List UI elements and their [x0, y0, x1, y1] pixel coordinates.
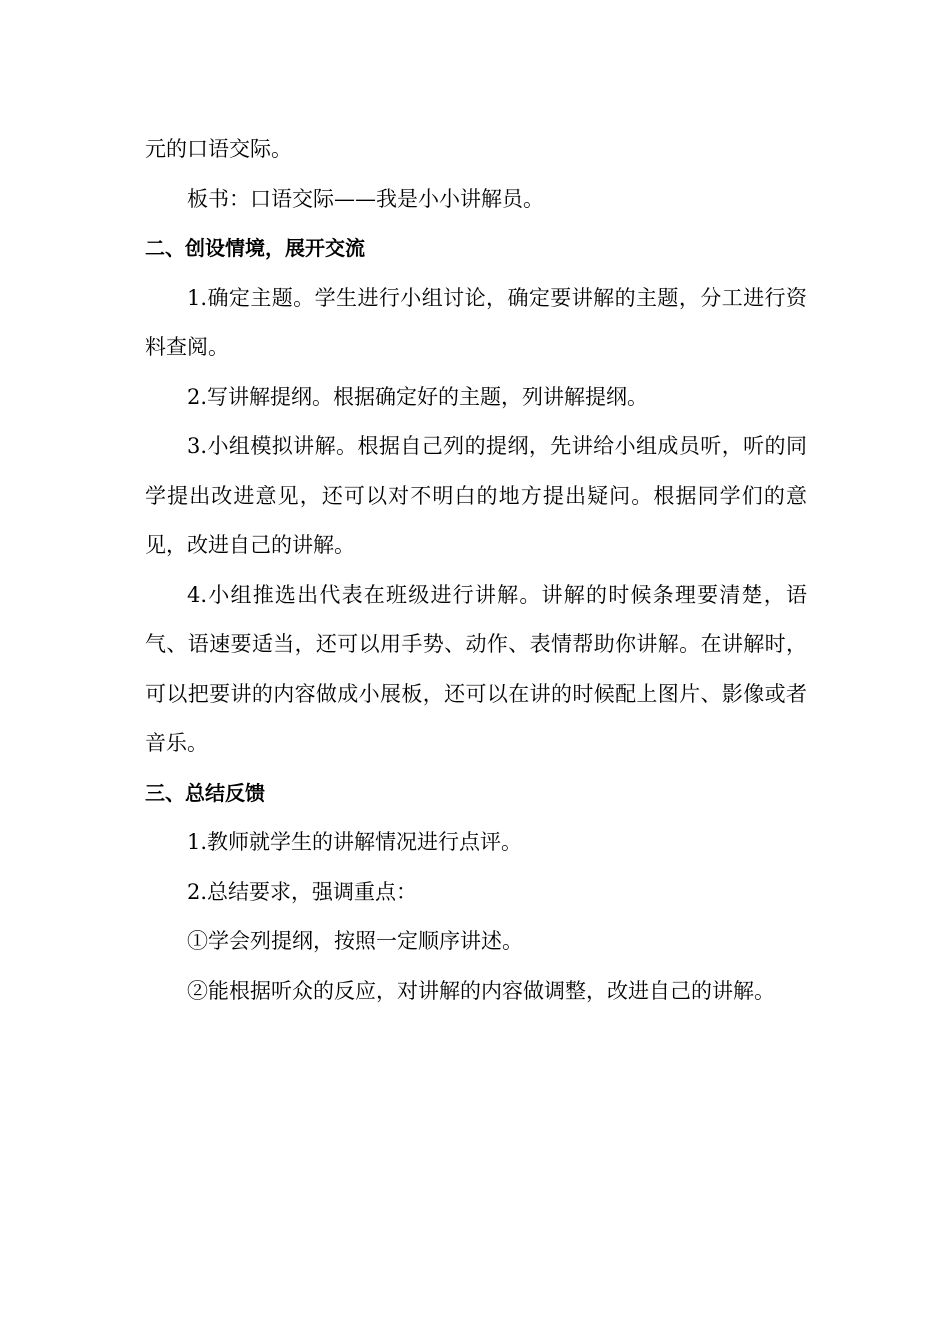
- paragraph-3-2: 2.总结要求，强调重点：: [187, 879, 418, 904]
- paragraph-2-2: 2.写讲解提纲。根据确定好的主题，列讲解提纲。: [187, 384, 649, 409]
- paragraph-3-2-a: ①学会列提纲，按照一定顺序讲述。: [187, 929, 523, 953]
- paragraph-board-writing: 板书：口语交际——我是小小讲解员。: [187, 186, 544, 211]
- paragraph-3-1: 1.教师就学生的讲解情况进行点评。: [187, 830, 523, 854]
- section-heading-2: 二、创设情境，展开交流: [145, 236, 365, 260]
- paragraph-continuation: 元的口语交际。: [145, 137, 292, 161]
- paragraph-3-2-b: ②能根据听众的反应，对讲解的内容做调整，改进自己的讲解。: [187, 978, 775, 1003]
- document-page: [145, 125, 807, 1016]
- paragraph-2-4: 4.小组推选出代表在班级进行讲解。讲解的时候条理要清楚，语气、语速要适当，还可以用手势、动作、表情帮助你讲解。在讲解时，可以把要讲的内容做成小展板，还可以在讲的时候配上图片、影像或者音乐。: [145, 582, 807, 755]
- paragraph-2-1: 1.确定主题。学生进行小组讨论，确定要讲解的主题，分工进行资料查阅。: [145, 285, 807, 359]
- paragraph-2-3: 3.小组模拟讲解。根据自己列的提纲，先讲给小组成员听，听的同学提出改进意见，还可以对不明白的地方提出疑问。根据同学们的意见，改进自己的讲解。: [145, 434, 807, 557]
- section-heading-3: 三、总结反馈: [145, 780, 265, 805]
